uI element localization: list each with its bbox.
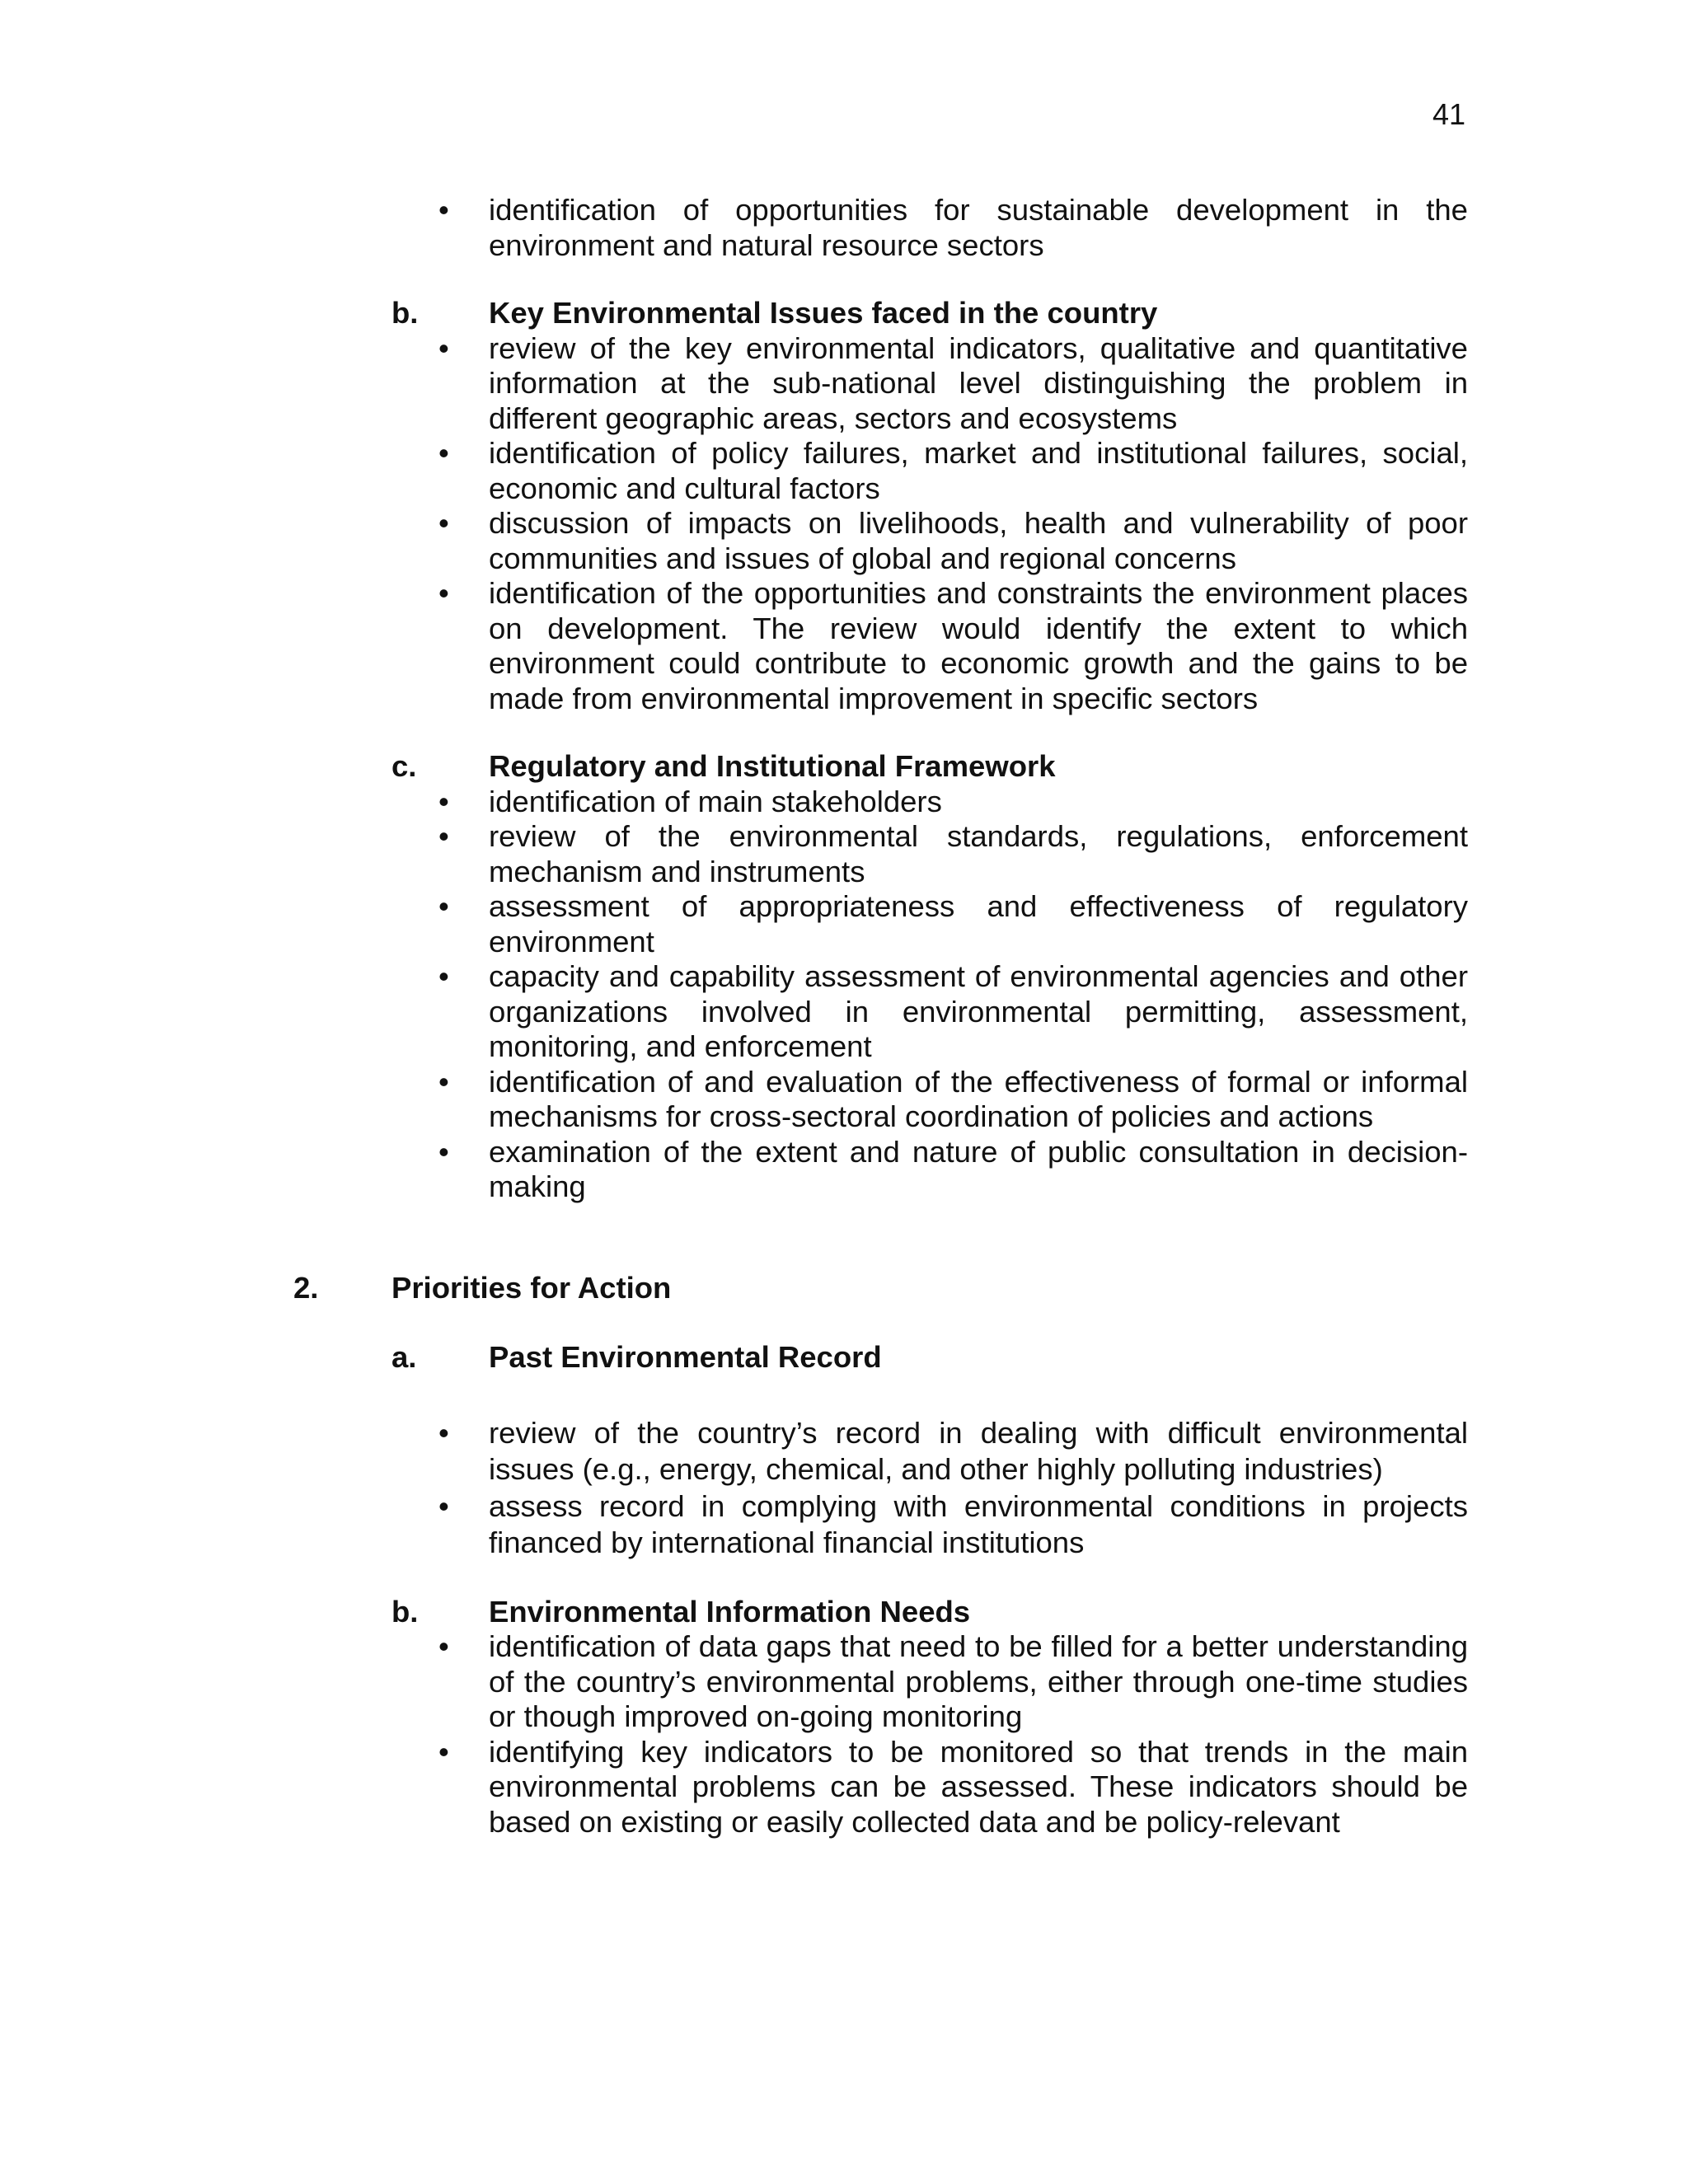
document-body [293, 193, 1468, 1840]
list-item-text: examination of the extent and nature of public consultation in decision-making [489, 1134, 1468, 1203]
list-item-text: discussion of impacts on livelihoods, health and vulnerability of poor communities and issues of global and regional concerns [489, 506, 1468, 575]
intro-bullet-list [293, 193, 1468, 263]
list-item [293, 1415, 1468, 1488]
bullet-list-b1 [293, 331, 1468, 717]
bullet-icon: • [438, 576, 449, 610]
bullet-icon: • [438, 1134, 449, 1169]
section-title: Priorities for Action [392, 1270, 672, 1305]
list-item-text: review of the key environmental indicators, qualitative and quantitative information at the sub-national level distinguishing the problem in different geographic areas, sectors and ecosystems [489, 330, 1468, 435]
subsection-heading-a2 [392, 1340, 1468, 1376]
bullet-icon: • [438, 1415, 449, 1450]
subsection-letter: c. [392, 749, 417, 783]
list-item [293, 785, 1468, 820]
bullet-icon: • [438, 1734, 449, 1769]
bullet-icon: • [438, 1629, 449, 1663]
list-item [293, 436, 1468, 506]
bullet-icon: • [438, 1488, 449, 1523]
bullet-icon: • [438, 506, 449, 540]
list-item-text: assess record in complying with environmental conditions in projects financed by international financial institutions [489, 1488, 1468, 1559]
bullet-icon: • [438, 819, 449, 853]
list-item-text: capacity and capability assessment of environmental agencies and other organizations involved in environmental permitting, assessment, monitoring, and enforcement [489, 959, 1468, 1063]
list-item-text: identification of and evaluation of the effectiveness of formal or informal mechanisms for cross-sectoral coordination of policies and actions [489, 1064, 1468, 1133]
subsection-letter: b. [392, 296, 419, 330]
list-item [293, 1488, 1468, 1562]
bullet-icon: • [438, 193, 449, 227]
subsection-title: Environmental Information Needs [489, 1594, 971, 1629]
subsection-letter: b. [392, 1594, 419, 1629]
list-item-text: assessment of appropriateness and effectiveness of regulatory environment [489, 889, 1468, 958]
list-item [293, 889, 1468, 959]
list-item-text: identification of main stakeholders [489, 784, 942, 818]
bullet-icon: • [438, 889, 449, 923]
bullet-icon: • [438, 784, 449, 818]
subsection-title: Regulatory and Institutional Framework [489, 749, 1056, 783]
subsection-title: Past Environmental Record [489, 1340, 882, 1374]
list-item [293, 1735, 1468, 1840]
bullet-list-c1 [293, 785, 1468, 1205]
subsection-heading-b1 [392, 296, 1468, 331]
list-item [293, 506, 1468, 576]
subsection-heading-c1 [392, 749, 1468, 785]
list-item [293, 1065, 1468, 1135]
list-item-text: review of the country’s record in dealing with difficult environmental issues (e.g., energy, chemical, and other highly polluting industries) [489, 1415, 1468, 1486]
list-item-text: identifying key indicators to be monitored so that trends in the main environmental problems can be assessed. These indicators should be based on existing or easily collected data and be policy-relevant [489, 1734, 1468, 1839]
subsection-letter: a. [392, 1340, 417, 1374]
section-heading-2 [293, 1271, 1468, 1306]
bullet-list-a2 [293, 1415, 1468, 1562]
bullet-icon: • [438, 959, 449, 993]
list-item [293, 193, 1468, 263]
subsection-heading-b2 [392, 1595, 1468, 1630]
bullet-icon: • [438, 1064, 449, 1099]
list-item-text: identification of policy failures, market and institutional failures, social, economic and cultural factors [489, 436, 1468, 505]
list-item [293, 1135, 1468, 1205]
list-item [293, 331, 1468, 437]
list-item [293, 959, 1468, 1065]
list-item [293, 819, 1468, 889]
list-item-text: review of the environmental standards, regulations, enforcement mechanism and instruments [489, 819, 1468, 888]
list-item [293, 576, 1468, 716]
bullet-icon: • [438, 330, 449, 365]
list-item-text: identification of the opportunities and constraints the environment places on development. The review would identify the extent to which environment could contribute to economic growth and the gains to be made from environmental improvement in specific sectors [489, 576, 1468, 715]
list-item [293, 1629, 1468, 1735]
section-number: 2. [293, 1270, 319, 1305]
bullet-list-b2 [293, 1629, 1468, 1840]
subsection-title: Key Environmental Issues faced in the country [489, 296, 1158, 330]
list-item-text: identification of opportunities for sustainable development in the environment and natural resource sectors [489, 193, 1468, 262]
bullet-icon: • [438, 436, 449, 470]
page-number: 41 [1432, 97, 1465, 131]
list-item-text: identification of data gaps that need to be filled for a better understanding of the country’s environmental problems, either through one-time studies or though improved on-going monitoring [489, 1629, 1468, 1733]
